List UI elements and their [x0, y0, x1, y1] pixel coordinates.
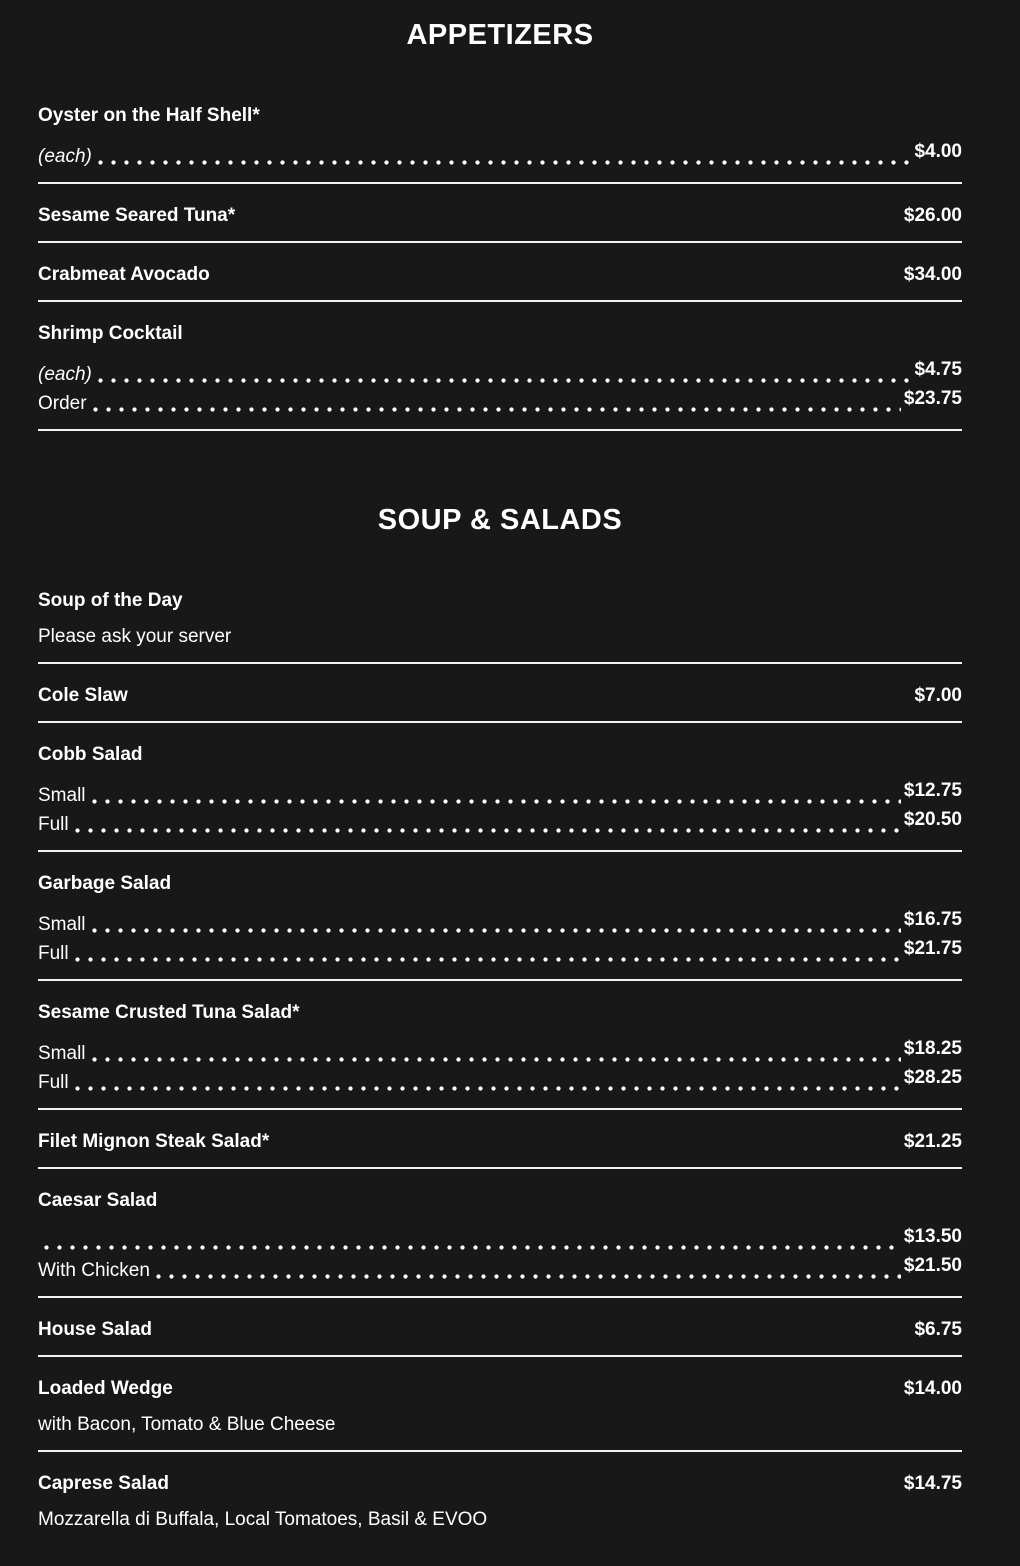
menu-item — [38, 184, 962, 243]
variant-row — [38, 908, 962, 937]
item-head — [38, 872, 962, 896]
dot-leader — [94, 358, 912, 387]
variant-price: $16.75 — [903, 909, 962, 930]
dot-leader — [89, 387, 901, 416]
item-head — [38, 104, 962, 128]
menu-item — [38, 1452, 962, 1532]
dot-leader — [88, 1037, 901, 1066]
menu-item — [38, 981, 962, 1110]
item-price: $6.75 — [914, 1319, 962, 1340]
item-head — [38, 1001, 962, 1025]
item-head — [38, 1472, 962, 1496]
variant-label: Small — [38, 1043, 86, 1064]
menu-item — [38, 569, 962, 664]
item-head — [38, 204, 962, 228]
dot-leader — [71, 808, 901, 837]
item-price: $14.00 — [903, 1378, 962, 1399]
menu-item — [38, 1298, 962, 1357]
variant-row — [38, 1225, 962, 1254]
variant-label: (each) — [38, 146, 92, 167]
section-items — [38, 569, 962, 1532]
variant-row — [38, 1254, 962, 1283]
menu-section — [38, 503, 962, 1532]
item-name: Soup of the Day — [38, 590, 183, 611]
variant-label: (each) — [38, 364, 92, 385]
variant-row — [38, 358, 962, 387]
item-head — [38, 1377, 962, 1401]
item-name: Filet Mignon Steak Salad* — [38, 1131, 270, 1152]
item-name: Shrimp Cocktail — [38, 323, 183, 344]
menu-item — [38, 664, 962, 723]
item-variants — [38, 908, 962, 966]
dot-leader — [94, 140, 912, 169]
item-name: House Salad — [38, 1319, 153, 1340]
item-price: $7.00 — [914, 685, 962, 706]
variant-price: $21.75 — [903, 938, 962, 959]
item-divider — [38, 429, 962, 431]
variant-row — [38, 140, 962, 169]
item-price: $34.00 — [903, 264, 962, 285]
dot-leader — [88, 779, 901, 808]
variant-price: $12.75 — [903, 780, 962, 801]
section-title: APPETIZERS — [406, 19, 594, 51]
item-name: Loaded Wedge — [38, 1378, 173, 1399]
menu-item — [38, 84, 962, 184]
dot-leader — [71, 937, 901, 966]
variant-label: Full — [38, 1072, 69, 1093]
item-description: with Bacon, Tomato & Blue Cheese — [38, 1414, 336, 1435]
menu-item — [38, 852, 962, 981]
variant-label: Small — [38, 785, 86, 806]
menu-item — [38, 302, 962, 431]
item-head — [38, 1189, 962, 1213]
item-head — [38, 1318, 962, 1342]
item-name: Cole Slaw — [38, 685, 128, 706]
section-items — [38, 84, 962, 431]
dot-leader — [71, 1066, 901, 1095]
variant-price: $23.75 — [903, 388, 962, 409]
dot-leader — [152, 1254, 901, 1283]
dot-leader — [88, 908, 901, 937]
menu-section — [38, 18, 962, 431]
variant-label: With Chicken — [38, 1260, 150, 1281]
item-head — [38, 263, 962, 287]
item-head — [38, 322, 962, 346]
menu-item — [38, 1169, 962, 1298]
item-variants — [38, 358, 962, 416]
variant-row — [38, 808, 962, 837]
variant-row — [38, 1037, 962, 1066]
item-name: Garbage Salad — [38, 873, 172, 894]
menu-item — [38, 243, 962, 302]
menu-item — [38, 1357, 962, 1452]
variant-label: Order — [38, 393, 87, 414]
variant-label: Full — [38, 943, 69, 964]
item-name: Cobb Salad — [38, 744, 143, 765]
variant-row — [38, 1066, 962, 1095]
item-name: Caesar Salad — [38, 1190, 158, 1211]
item-description: Please ask your server — [38, 626, 232, 647]
item-head — [38, 589, 962, 613]
variant-row — [38, 387, 962, 416]
item-price: $21.25 — [903, 1131, 962, 1152]
variant-label: Small — [38, 914, 86, 935]
variant-label: Full — [38, 814, 69, 835]
dot-leader — [40, 1225, 901, 1254]
item-price: $14.75 — [903, 1473, 962, 1494]
item-head — [38, 684, 962, 708]
item-name: Caprese Salad — [38, 1473, 169, 1494]
item-variants — [38, 779, 962, 837]
item-variants — [38, 140, 962, 169]
variant-price: $28.25 — [903, 1067, 962, 1088]
variant-price: $21.50 — [903, 1255, 962, 1276]
variant-row — [38, 937, 962, 966]
variant-price: $18.25 — [903, 1038, 962, 1059]
section-title: SOUP & SALADS — [377, 504, 623, 536]
menu-item — [38, 723, 962, 852]
item-price: $26.00 — [903, 205, 962, 226]
item-name: Oyster on the Half Shell* — [38, 105, 260, 126]
item-name: Sesame Crusted Tuna Salad* — [38, 1002, 300, 1023]
variant-price: $4.75 — [914, 359, 962, 380]
item-variants — [38, 1037, 962, 1095]
menu-item — [38, 1110, 962, 1169]
item-name: Sesame Seared Tuna* — [38, 205, 236, 226]
item-name: Crabmeat Avocado — [38, 264, 210, 285]
item-head — [38, 1130, 962, 1154]
variant-row — [38, 779, 962, 808]
variant-price: $13.50 — [903, 1226, 962, 1247]
variant-price: $4.00 — [914, 141, 962, 162]
item-variants — [38, 1225, 962, 1283]
variant-price: $20.50 — [903, 809, 962, 830]
item-description: Mozzarella di Buffala, Local Tomatoes, Basil & EVOO — [38, 1509, 488, 1530]
item-head — [38, 743, 962, 767]
